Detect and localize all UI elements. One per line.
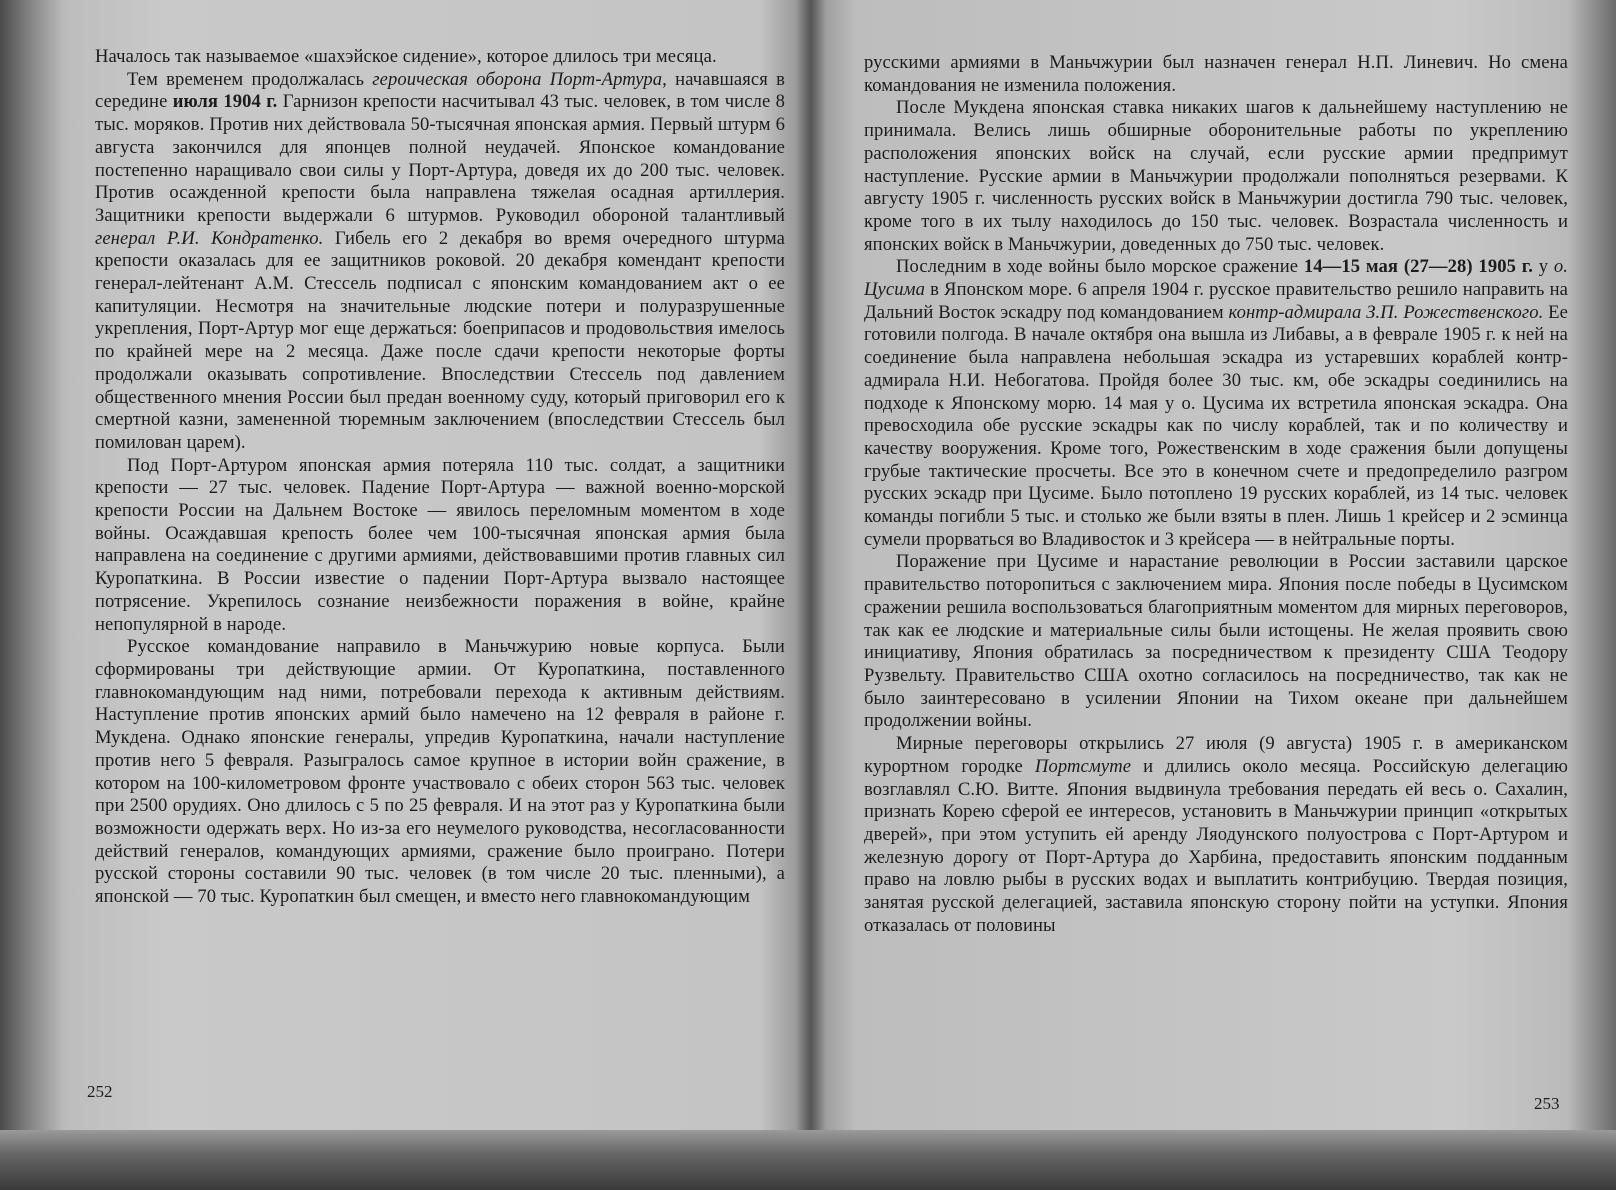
book-gutter-shadow <box>796 0 826 1190</box>
right-page <box>812 0 1616 1190</box>
paragraph: После Мукдена японская ставка никаких шагов к дальнейшему наступлению не принимала. Велись лишь обширные оборонительные работы по укреплению расположения японских войск на случай, если русские армии предпримут наступление. Русские армии в Маньчжурии продолжали пополняться резервами. К августу 1905 г. численность русских войск в Маньчжурии достигла 790 тыс. человек, кроме того в их тылу находилось до 150 тыс. человек. Возрастала численность и японских войск в Маньчжурии, доведенных до 750 тыс. человек. <box>864 97 1568 255</box>
paragraph: Поражение при Цусиме и нарастание революции в России заставили царское правительство поторопиться с заключением мира. Япония после победы в Цусимском сражении решила воспользоваться благоприятным моментом для мирных переговоров, так как ее людские и материальные силы были истощены. Не желая проявить свою инициативу, Япония обратилась за посредничеством к президенту США Теодору Рузвельту. Правительство США охотно согласилось на посредничество, так как не было заинтересовано в усилении Японии на Тихом океане при дальнейшем продолжении войны. <box>864 551 1568 732</box>
page-number: 253 <box>1534 1094 1560 1113</box>
paragraph: Последним в ходе войны было морское сражение 14—15 мая (27—28) 1905 г. у о. Цусима в Японском море. 6 апреля 1904 г. русское правительство решило направить на Дальний Восток эскадру под командованием контр-адмирала З.П. Рожественского. Ее готовили полгода. В начале октября она вышла из Либавы, а в феврале 1905 г. к ней на соединение была направлена небольшая эскадра из устаревших кораблей контр-адмирала Н.И. Небогатова. Пройдя более 30 тыс. км, обе эскадры соединились на подходе к Японскому морю. 14 мая у о. Цусима их встретила японская эскадра. Она превосходила обе русские эскадры как по числу кораблей, так и по количеству и качеству вооружения. Кроме того, Рожественским в ходе сражения были допущены грубые тактические просчеты. Все это в конечном счете и предопределило разгром русских эскадр при Цусиме. Было потоплено 19 русских кораблей, из 14 тыс. человек команды погибли 5 тыс. и столько же были взяты в плен. Лишь 1 крейсер и 2 эсминца сумели прорваться во Владивосток и 3 крейсера — в нейтральные порты. <box>864 256 1568 550</box>
paragraph: Тем временем продолжалась героическая оборона Порт-Артура, начавшаяся в середине июля 1904 г. Гарнизон крепости насчитывал 43 тыс. человек, в том числе 8 тыс. моряков. Против них действовала 50-тысячная японская армия. Первый штурм 6 августа закончился для японцев полной неудачей. Японское командование постепенно наращивало свои силы у Порт-Артура, доведя их до 200 тыс. человек. Против осажденной крепости была направлена тяжелая осадная артиллерия. Защитники крепости выдержали 6 штурмов. Руководил обороной талантливый генерал Р.И. Кондратенко. Гибель его 2 декабря во время очередного штурма крепости оказалась для ее защитников роковой. 20 декабря комендант крепости генерал-лейтенант А.М. Стессель подписал с японским командованием акт о ее капитуляции. Несмотря на значительные людские потери и полуразрушенные укрепления, Порт-Артур мог еще держаться: боеприпасов и продовольствия имелось по крайней мере на 2 месяца. Даже после сдачи крепости некоторые форты продолжали оказывать сопротивление. Впоследствии Стессель под давлением общественного мнения России был предан военному суду, который приговорил его к смертной казни, замененной тюремным заключением (впоследствии Стессель был помилован царем). <box>95 68 786 453</box>
paragraph: Мирные переговоры открылись 27 июля (9 августа) 1905 г. в американском курортном городке Портсмуте и длились около месяца. Российскую делегацию возглавлял С.Ю. Витте. Япония выдвинула требования передать ей весь о. Сахалин, признать Корею сферой ее интересов, установить в Маньчжурии принцип «открытых дверей», при этом уступить ей аренду Ляодунского полуострова с Порт-Артуром и железную дорогу от Порт-Артура до Харбина, предоставить японским подданным право на ловлю рыбы в русских водах и выплатить контрибуцию. Твердая позиция, занятая русской делегацией, заставила японскую сторону пойти на уступки. Япония отказалась от половины <box>864 733 1568 936</box>
paragraph: русскими армиями в Маньчжурии был назначен генерал Н.П. Линевич. Но смена командования не изменила положения. <box>864 52 1568 96</box>
paragraph: Под Порт-Артуром японская армия потеряла 110 тыс. солдат, а защитники крепости — 27 тыс. человек. Падение Порт-Артура — важной военно-морской крепости России на Дальнем Востоке — явилось переломным моментом в ходе войны. Осаждавшая крепость более чем 100-тысячная японская армия была направлена на соединение с другими армиями, действовавшими против главных сил Куропаткина. В России известие о падении Порт-Артура вызвало настоящее потрясение. Укрепилось сознание неизбежности поражения в войне, крайне непопулярной в народе. <box>95 454 785 635</box>
paragraph: Русское командование направило в Маньчжурию новые корпуса. Были сформированы три действующие армии. От Куропаткина, поставленного главнокомандующим над ними, потребовали перехода к активным действиям. Наступление против японских армий было намечено на 12 февраля в районе г. Мукдена. Однако японские генералы, упредив Куропаткина, начали наступление против него 5 февраля. Разыгралось самое крупное в истории войн сражение, в котором на 100-километровом фронте участвовало с обеих сторон 563 тыс. человек при 2500 орудиях. Оно длилось с 5 по 25 февраля. И на этот раз у Куропаткина были возможности одержать верх. Но из-за его неумелого руководства, несогласованности действий генералов, командующих армиями, сражение было проиграно. Потери русской стороны составили 90 тыс. человек (в том числе 20 тыс. пленными), а японской — 70 тыс. Куропаткин был смещен, и вместо него главнокомандующим <box>95 636 785 908</box>
paragraph: Началось так называемое «шахэйское сидение», которое длилось три месяца. <box>95 46 717 67</box>
left-page-text <box>95 46 785 909</box>
right-page-text <box>864 52 1568 937</box>
page-bottom-edge <box>0 1130 1616 1190</box>
page-number: 252 <box>87 1082 113 1101</box>
